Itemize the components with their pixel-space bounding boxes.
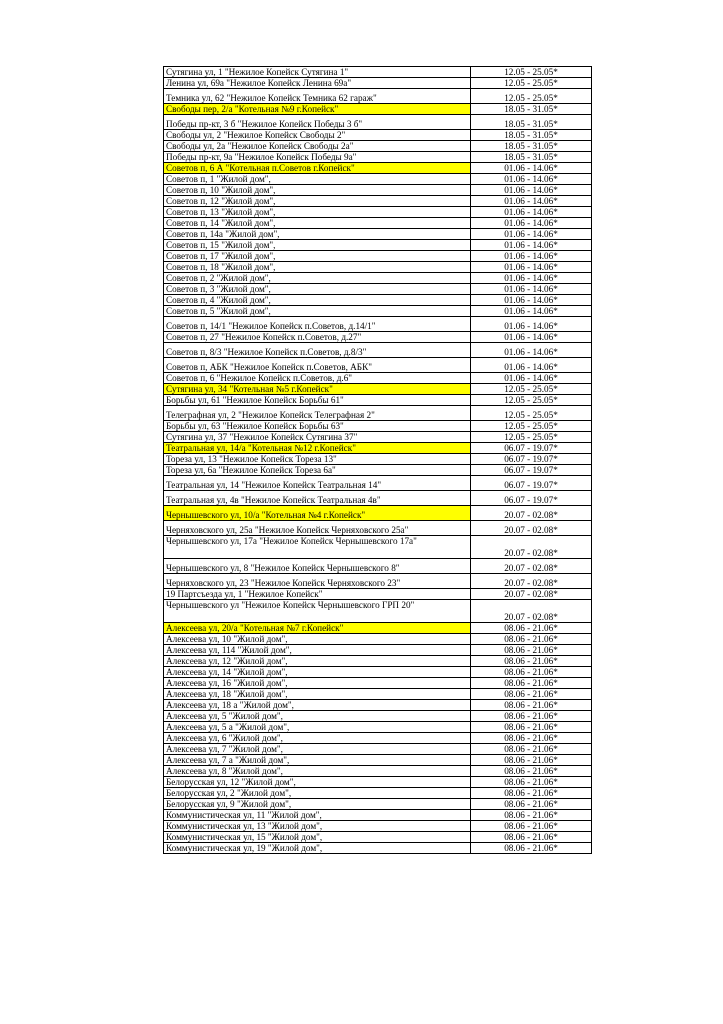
address-cell: Алексеева ул, 8 "Жилой дом", bbox=[164, 766, 471, 777]
table-row bbox=[164, 476, 592, 491]
period-cell: 20.07 - 02.08* bbox=[471, 574, 592, 589]
address-cell: Театральная ул, 4в "Нежилое Копейск Театральная 4в" bbox=[164, 491, 471, 506]
period-cell: 06.07 - 19.07* bbox=[471, 491, 592, 506]
address-cell: Коммунистическая ул, 13 "Жилой дом", bbox=[164, 821, 471, 832]
period-cell: 08.06 - 21.06* bbox=[471, 634, 592, 645]
address-cell: Сутягина ул, 34 "Котельная №5 г.Копейск" bbox=[164, 384, 471, 395]
period-cell: 20.07 - 02.08* bbox=[471, 521, 592, 536]
address-cell: Тореза ул, 6а "Нежилое Копейск Тореза 6а" bbox=[164, 465, 471, 476]
period-cell: 20.07 - 02.08* bbox=[471, 600, 592, 623]
address-cell: Советов п, 14 "Жилой дом", bbox=[164, 218, 471, 229]
address-cell: Черняховского ул, 23 "Нежилое Копейск Черняховского 23" bbox=[164, 574, 471, 589]
table-row bbox=[164, 358, 592, 373]
period-cell: 06.07 - 19.07* bbox=[471, 454, 592, 465]
table-row bbox=[164, 218, 592, 229]
table-row bbox=[164, 700, 592, 711]
address-cell: Советов п, 5 "Жилой дом", bbox=[164, 306, 471, 317]
table-row bbox=[164, 67, 592, 78]
address-cell: Алексеева ул, 7 а "Жилой дом", bbox=[164, 755, 471, 766]
address-cell: Алексеева ул, 10 "Жилой дом", bbox=[164, 634, 471, 645]
period-cell: 01.06 - 14.06* bbox=[471, 295, 592, 306]
address-cell: Борьбы ул, 63 "Нежилое Копейск Борьбы 63" bbox=[164, 421, 471, 432]
address-cell: Чернышевского ул, 10/а "Котельная №4 г.Копейск" bbox=[164, 506, 471, 521]
table-row bbox=[164, 454, 592, 465]
period-cell: 20.07 - 02.08* bbox=[471, 536, 592, 559]
address-cell: Советов п, 17 "Жилой дом", bbox=[164, 251, 471, 262]
table-row bbox=[164, 373, 592, 384]
table-row bbox=[164, 89, 592, 104]
address-cell: Советов п, 14/1 "Нежилое Копейск п.Советов, д.14/1" bbox=[164, 317, 471, 332]
table-row bbox=[164, 559, 592, 574]
address-cell: Советов п, 4 "Жилой дом", bbox=[164, 295, 471, 306]
table-row bbox=[164, 207, 592, 218]
address-cell: Советов п, АБК "Нежилое Копейск п.Советов, АБК" bbox=[164, 358, 471, 373]
period-cell: 18.05 - 31.05* bbox=[471, 130, 592, 141]
address-cell: Белорусская ул, 12 "Жилой дом", bbox=[164, 777, 471, 788]
address-cell: Алексеева ул, 18 "Жилой дом", bbox=[164, 689, 471, 700]
table-row bbox=[164, 799, 592, 810]
period-cell: 18.05 - 31.05* bbox=[471, 104, 592, 115]
address-cell: Советов п, 2 "Жилой дом", bbox=[164, 273, 471, 284]
address-cell: Алексеева ул, 20/а "Котельная №7 г.Копейск" bbox=[164, 623, 471, 634]
period-cell: 01.06 - 14.06* bbox=[471, 373, 592, 384]
period-cell: 18.05 - 31.05* bbox=[471, 141, 592, 152]
table-row bbox=[164, 491, 592, 506]
table-row bbox=[164, 821, 592, 832]
period-cell: 01.06 - 14.06* bbox=[471, 358, 592, 373]
period-cell: 12.05 - 25.05* bbox=[471, 78, 592, 89]
address-cell: Коммунистическая ул, 11 "Жилой дом", bbox=[164, 810, 471, 821]
period-cell: 08.06 - 21.06* bbox=[471, 711, 592, 722]
address-cell: Алексеева ул, 12 "Жилой дом", bbox=[164, 656, 471, 667]
table-row-boiler bbox=[164, 443, 592, 454]
address-cell: Алексеева ул, 18 а "Жилой дом", bbox=[164, 700, 471, 711]
address-cell: Победы пр-кт, 9а "Нежилое Копейск Победы 9а" bbox=[164, 152, 471, 163]
table-row bbox=[164, 78, 592, 89]
table-row bbox=[164, 755, 592, 766]
table-row bbox=[164, 465, 592, 476]
period-cell: 08.06 - 21.06* bbox=[471, 656, 592, 667]
address-cell: Театральная ул, 14 "Нежилое Копейск Театральная 14" bbox=[164, 476, 471, 491]
period-cell: 08.06 - 21.06* bbox=[471, 755, 592, 766]
table-row bbox=[164, 536, 592, 559]
table-row bbox=[164, 766, 592, 777]
address-cell: Белорусская ул, 9 "Жилой дом", bbox=[164, 799, 471, 810]
address-cell: Советов п, 6 "Нежилое Копейск п.Советов, д.6" bbox=[164, 373, 471, 384]
address-cell: Коммунистическая ул, 19 "Жилой дом", bbox=[164, 843, 471, 854]
table-row bbox=[164, 174, 592, 185]
address-cell: Свободы пер, 2/а "Котельная №9 г.Копейск" bbox=[164, 104, 471, 115]
period-cell: 08.06 - 21.06* bbox=[471, 766, 592, 777]
address-cell: Сутягина ул, 1 "Нежилое Копейск Сутягина 1" bbox=[164, 67, 471, 78]
address-cell: Советов п, 18 "Жилой дом", bbox=[164, 262, 471, 273]
address-cell: Советов п, 27 "Нежилое Копейск п.Советов, д.27" bbox=[164, 332, 471, 343]
period-cell: 12.05 - 25.05* bbox=[471, 89, 592, 104]
period-cell: 20.07 - 02.08* bbox=[471, 506, 592, 521]
table-row bbox=[164, 332, 592, 343]
table-row bbox=[164, 251, 592, 262]
period-cell: 08.06 - 21.06* bbox=[471, 744, 592, 755]
table-row bbox=[164, 395, 592, 406]
table-row bbox=[164, 722, 592, 733]
address-cell: Ленина ул, 69а "Нежилое Копейск Ленина 69а" bbox=[164, 78, 471, 89]
period-cell: 01.06 - 14.06* bbox=[471, 229, 592, 240]
period-cell: 01.06 - 14.06* bbox=[471, 185, 592, 196]
period-cell: 01.06 - 14.06* bbox=[471, 207, 592, 218]
table-row bbox=[164, 589, 592, 600]
address-cell: Тореза ул, 13 "Нежилое Копейск Тореза 13" bbox=[164, 454, 471, 465]
address-cell: Чернышевского ул, 17а "Нежилое Копейск Чернышевского 17а" bbox=[164, 536, 471, 559]
address-cell: Алексеева ул, 14 "Жилой дом", bbox=[164, 667, 471, 678]
address-cell: Советов п, 10 "Жилой дом", bbox=[164, 185, 471, 196]
period-cell: 08.06 - 21.06* bbox=[471, 832, 592, 843]
address-cell: Советов п, 3 "Жилой дом", bbox=[164, 284, 471, 295]
period-cell: 01.06 - 14.06* bbox=[471, 343, 592, 358]
table-row-boiler bbox=[164, 384, 592, 395]
address-cell: Алексеева ул, 16 "Жилой дом", bbox=[164, 678, 471, 689]
table-row bbox=[164, 306, 592, 317]
table-row bbox=[164, 406, 592, 421]
period-cell: 08.06 - 21.06* bbox=[471, 810, 592, 821]
period-cell: 08.06 - 21.06* bbox=[471, 667, 592, 678]
period-cell: 01.06 - 14.06* bbox=[471, 218, 592, 229]
period-cell: 08.06 - 21.06* bbox=[471, 645, 592, 656]
period-cell: 08.06 - 21.06* bbox=[471, 689, 592, 700]
period-cell: 18.05 - 31.05* bbox=[471, 115, 592, 130]
address-cell: Темника ул, 62 "Нежилое Копейск Темника 62 гараж" bbox=[164, 89, 471, 104]
address-cell: Белорусская ул, 2 "Жилой дом", bbox=[164, 788, 471, 799]
table-row bbox=[164, 634, 592, 645]
table-row bbox=[164, 432, 592, 443]
period-cell: 12.05 - 25.05* bbox=[471, 421, 592, 432]
period-cell: 01.06 - 14.06* bbox=[471, 273, 592, 284]
period-cell: 01.06 - 14.06* bbox=[471, 240, 592, 251]
period-cell: 08.06 - 21.06* bbox=[471, 623, 592, 634]
table-row bbox=[164, 600, 592, 623]
table-row bbox=[164, 229, 592, 240]
period-cell: 01.06 - 14.06* bbox=[471, 284, 592, 295]
period-cell: 20.07 - 02.08* bbox=[471, 559, 592, 574]
period-cell: 08.06 - 21.06* bbox=[471, 700, 592, 711]
table-row bbox=[164, 667, 592, 678]
schedule-body bbox=[164, 67, 592, 854]
table-row bbox=[164, 656, 592, 667]
period-cell: 12.05 - 25.05* bbox=[471, 395, 592, 406]
address-cell: Советов п, 14а "Жилой дом", bbox=[164, 229, 471, 240]
period-cell: 01.06 - 14.06* bbox=[471, 174, 592, 185]
period-cell: 01.06 - 14.06* bbox=[471, 196, 592, 207]
period-cell: 20.07 - 02.08* bbox=[471, 589, 592, 600]
table-row bbox=[164, 262, 592, 273]
table-row bbox=[164, 678, 592, 689]
table-row bbox=[164, 317, 592, 332]
period-cell: 06.07 - 19.07* bbox=[471, 465, 592, 476]
table-row bbox=[164, 689, 592, 700]
table-row bbox=[164, 141, 592, 152]
period-cell: 01.06 - 14.06* bbox=[471, 163, 592, 174]
table-row-boiler bbox=[164, 163, 592, 174]
period-cell: 08.06 - 21.06* bbox=[471, 788, 592, 799]
address-cell: Советов п, 15 "Жилой дом", bbox=[164, 240, 471, 251]
period-cell: 08.06 - 21.06* bbox=[471, 733, 592, 744]
period-cell: 18.05 - 31.05* bbox=[471, 152, 592, 163]
address-cell: Чернышевского ул "Нежилое Копейск Чернышевского ГРП 20" bbox=[164, 600, 471, 623]
table-row bbox=[164, 343, 592, 358]
address-cell: Борьбы ул, 61 "Нежилое Копейск Борьбы 61" bbox=[164, 395, 471, 406]
address-cell: Коммунистическая ул, 15 "Жилой дом", bbox=[164, 832, 471, 843]
address-cell: Свободы ул, 2 "Нежилое Копейск Свободы 2" bbox=[164, 130, 471, 141]
table-row bbox=[164, 295, 592, 306]
table-row bbox=[164, 843, 592, 854]
period-cell: 08.06 - 21.06* bbox=[471, 799, 592, 810]
table-row bbox=[164, 744, 592, 755]
address-cell: Алексеева ул, 114 "Жилой дом", bbox=[164, 645, 471, 656]
address-cell: Алексеева ул, 6 "Жилой дом", bbox=[164, 733, 471, 744]
period-cell: 06.07 - 19.07* bbox=[471, 443, 592, 454]
table-row-boiler bbox=[164, 623, 592, 634]
table-row bbox=[164, 521, 592, 536]
address-cell: Черняховского ул, 25а "Нежилое Копейск Черняховского 25а" bbox=[164, 521, 471, 536]
period-cell: 01.06 - 14.06* bbox=[471, 317, 592, 332]
period-cell: 06.07 - 19.07* bbox=[471, 476, 592, 491]
table-row bbox=[164, 574, 592, 589]
table-row bbox=[164, 284, 592, 295]
period-cell: 01.06 - 14.06* bbox=[471, 262, 592, 273]
table-row bbox=[164, 832, 592, 843]
period-cell: 08.06 - 21.06* bbox=[471, 777, 592, 788]
table-row bbox=[164, 421, 592, 432]
period-cell: 08.06 - 21.06* bbox=[471, 722, 592, 733]
address-cell: 19 Партсъезда ул, 1 "Нежилое Копейск" bbox=[164, 589, 471, 600]
address-cell: Алексеева ул, 5 "Жилой дом", bbox=[164, 711, 471, 722]
table-row bbox=[164, 733, 592, 744]
address-cell: Советов п, 8/3 "Нежилое Копейск п.Советов, д.8/3" bbox=[164, 343, 471, 358]
table-row bbox=[164, 130, 592, 141]
table-row bbox=[164, 777, 592, 788]
address-cell: Сутягина ул, 37 "Нежилое Копейск Сутягина 37" bbox=[164, 432, 471, 443]
table-row-boiler bbox=[164, 104, 592, 115]
table-row bbox=[164, 240, 592, 251]
period-cell: 01.06 - 14.06* bbox=[471, 306, 592, 317]
table-row bbox=[164, 196, 592, 207]
address-cell: Алексеева ул, 5 а "Жилой дом", bbox=[164, 722, 471, 733]
table-row bbox=[164, 115, 592, 130]
period-cell: 01.06 - 14.06* bbox=[471, 251, 592, 262]
outage-schedule-table bbox=[163, 66, 592, 854]
address-cell: Советов п, 13 "Жилой дом", bbox=[164, 207, 471, 218]
address-cell: Свободы ул, 2а "Нежилое Копейск Свободы 2а" bbox=[164, 141, 471, 152]
period-cell: 01.06 - 14.06* bbox=[471, 332, 592, 343]
table-row bbox=[164, 711, 592, 722]
table-row bbox=[164, 273, 592, 284]
address-cell: Театральная ул, 14/а "Котельная №12 г.Копейск" bbox=[164, 443, 471, 454]
period-cell: 08.06 - 21.06* bbox=[471, 821, 592, 832]
period-cell: 12.05 - 25.05* bbox=[471, 384, 592, 395]
address-cell: Советов п, 12 "Жилой дом", bbox=[164, 196, 471, 207]
table-row bbox=[164, 810, 592, 821]
table-row bbox=[164, 152, 592, 163]
period-cell: 08.06 - 21.06* bbox=[471, 843, 592, 854]
address-cell: Советов п, 1 "Жилой дом", bbox=[164, 174, 471, 185]
table-row bbox=[164, 185, 592, 196]
period-cell: 12.05 - 25.05* bbox=[471, 406, 592, 421]
address-cell: Советов п, 6 А "Котельная п.Советов г.Копейск" bbox=[164, 163, 471, 174]
address-cell: Алексеева ул, 7 "Жилой дом", bbox=[164, 744, 471, 755]
period-cell: 12.05 - 25.05* bbox=[471, 432, 592, 443]
table-row-boiler bbox=[164, 506, 592, 521]
table-row bbox=[164, 788, 592, 799]
address-cell: Чернышевского ул, 8 "Нежилое Копейск Чернышевского 8" bbox=[164, 559, 471, 574]
address-cell: Победы пр-кт, 3 б "Нежилое Копейск Победы 3 б" bbox=[164, 115, 471, 130]
address-cell: Телеграфная ул, 2 "Нежилое Копейск Телеграфная 2" bbox=[164, 406, 471, 421]
table-row bbox=[164, 645, 592, 656]
period-cell: 12.05 - 25.05* bbox=[471, 67, 592, 78]
period-cell: 08.06 - 21.06* bbox=[471, 678, 592, 689]
